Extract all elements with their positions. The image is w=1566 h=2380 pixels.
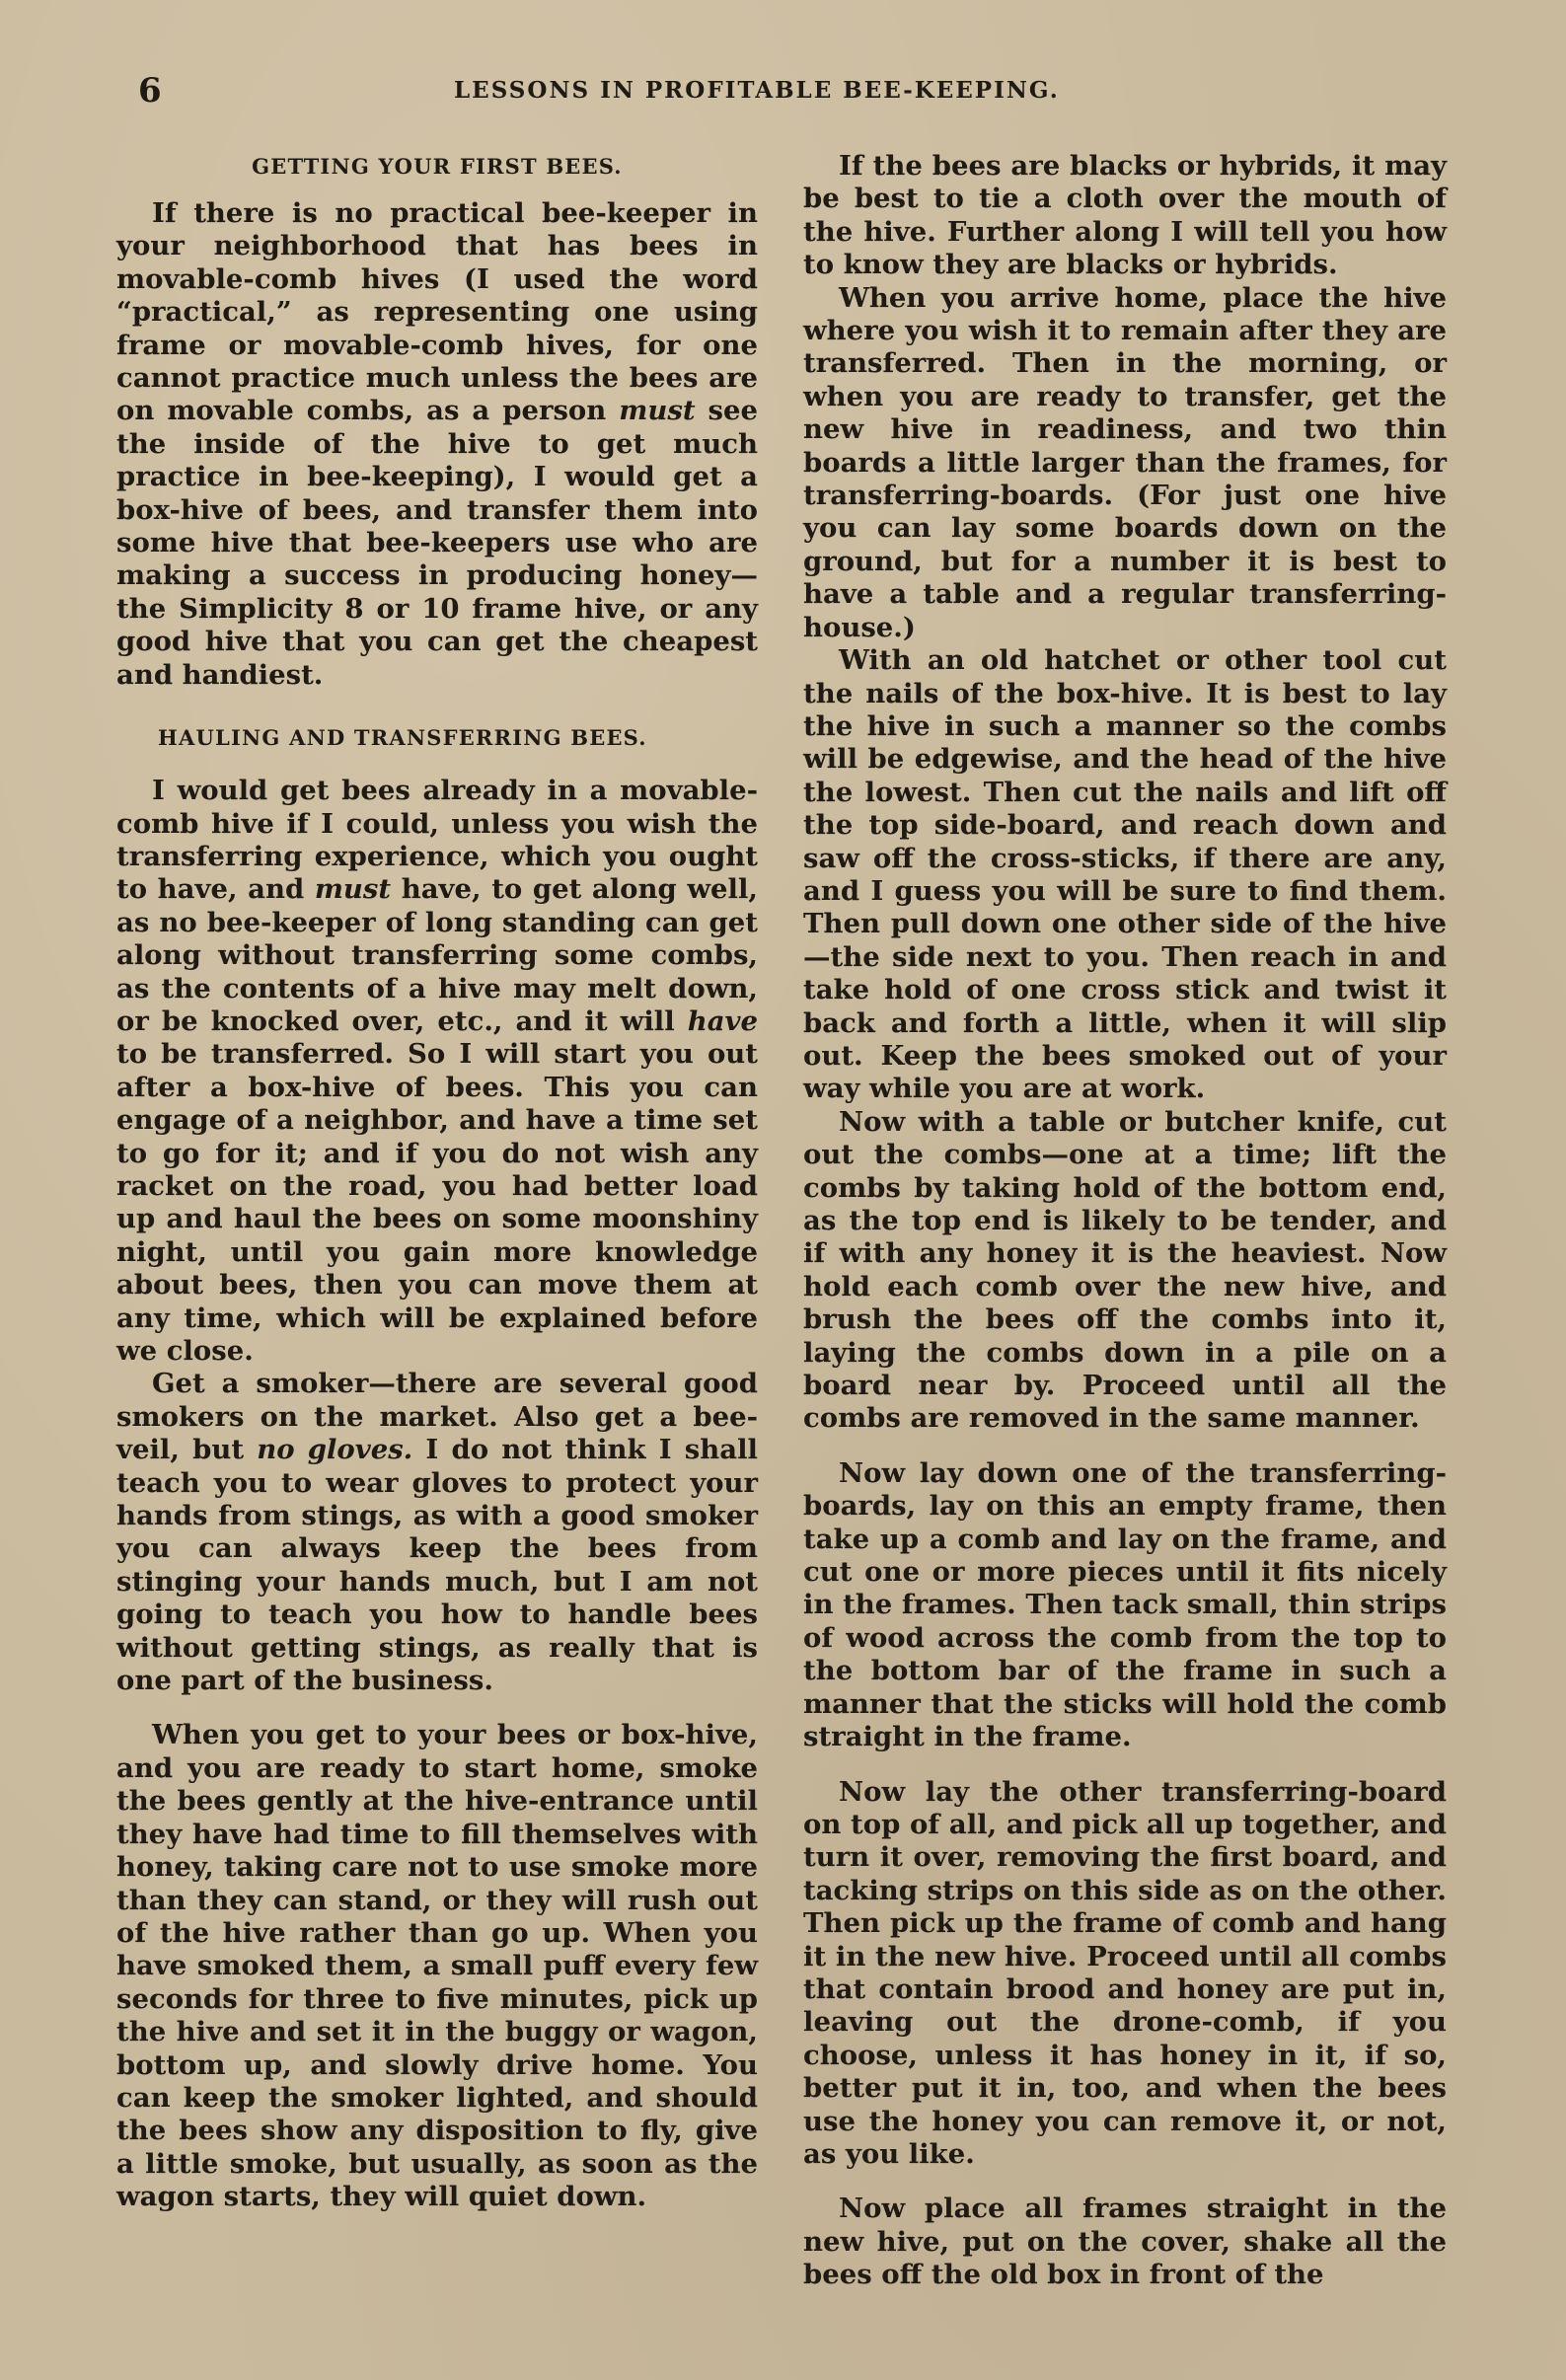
emphasis: have: [687, 1004, 758, 1037]
text-run: I would get bees already in a movable-comb hive if I could, unless you wish the transferring experience, which you ought to have, and: [116, 775, 758, 906]
left-column: [116, 150, 758, 2214]
section-heading-getting-first-bees: GETTING YOUR FIRST BEES.: [252, 154, 623, 179]
paragraph: Now place all frames straight in the new hive, put on the cover, shake all the bees off the old box in front of the: [803, 2193, 1447, 2291]
paragraph: When you get to your bees or box-hive, and you are ready to start home, smoke the bees gently at the hive-entrance until they have had time to fill themselves with honey, taking care not to use smoke more than they can stand, or they will rush out of the hive rather than go up. When you have smoked them, a small puff every few seconds for three to five minutes, pick up the hive and set it in the buggy or wagon, bottom up, and slowly drive home. You can keep the smoker lighted, and should the bees show any disposition to fly, give a little smoke, but usually, as soon as the wagon starts, they will quiet down.: [116, 1719, 758, 2213]
paragraph: [116, 197, 758, 692]
text-run: to be transferred. So I will start you out after a box-hive of bees. This you can engage of a neighbor, and have a time set to go for it; and if you do not wish any racket on the road, you had better load up and haul the bees on some moonshiny night, until you gain more knowledge about bees, then you can move them at any time, which will be explained before we close.: [116, 1038, 758, 1367]
section-heading-hauling-transferring: HAULING AND TRANSFERRING BEES.: [158, 725, 647, 751]
page-number: 6: [138, 71, 162, 111]
paragraph: Now with a table or butcher knife, cut out the combs—one at a time; lift the combs by taking hold of the bottom end, as the top end is likely to be tender, and if with any honey it is the heaviest. Now hold each comb over the new hive, and brush the bees off the combs into it, laying the combs down in a pile on a board near by. Proceed until all the combs are removed in the same manner.: [803, 1105, 1447, 1435]
text-run: If there is no practical bee-keeper in your neighborhood that has bees in movable-comb hives (I used the word “practical,” as representing one using frame or movable-comb hives, for one cannot practice much unless the bees are on movable combs, as a person: [116, 197, 758, 427]
paragraph: [116, 775, 758, 1368]
paragraph: Now lay the other transferring-board on top of all, and pick all up together, and turn it over, removing the first board, and tacking strips on this side as on the other. Then pick up the frame of comb and hang it in the new hive. Proceed until all combs that contain brood and honey are put in, leaving out the drone-comb, if you choose, unless it has honey in it, if so, better put it in, too, and when the bees use the honey you can remove it, or not, as you like.: [803, 1775, 1447, 2170]
emphasis: must: [619, 395, 696, 427]
right-column: [803, 150, 1447, 2292]
text-run: see the inside of the hive to get much practice in bee-keeping), I would get a box-hive of bees, and transfer them into some hive that bee-keepers use who are making a success in producing honey—the Simplicity 8 or 10 frame hive, or any good hive that you can get the cheapest and handiest.: [116, 395, 758, 691]
text-run: Get a smoker—there are several good smokers on the market. Also get a bee-veil, but: [116, 1368, 758, 1466]
text-run: I do not think I shall teach you to wear gloves to protect your hands from stings, as with a good smoker you can always keep the bees from stinging your hands much, but I am not going to teach you how to handle bees without getting stings, as really that is one part of the business.: [116, 1434, 758, 1697]
text-run: have, to get along well, as no bee-keeper of long standing can get along without transferring some combs, as the contents of a hive may melt down, or be knocked over, etc., and it will: [116, 873, 758, 1037]
paragraph: With an old hatchet or other tool cut the nails of the box-hive. It is best to lay the hive in such a manner so the combs will be edgewise, and the head of the hive the lowest. Then cut the nails and lift off the top side-board, and reach down and saw off the cross-sticks, if there are any, and I guess you will be sure to find them. Then pull down one other side of the hive—the side next to you. Then reach in and take hold of one cross stick and twist it back and forth a little, when it will slip out. Keep the bees smoked out of your way while you are at work.: [803, 644, 1447, 1105]
running-head: LESSONS IN PROFITABLE BEE-KEEPING.: [454, 77, 1060, 104]
paragraph: When you arrive home, place the hive where you wish it to remain after they are transferred. Then in the morning, or when you are ready to transfer, get the new hive in readiness, and two thin boards a little larger than the frames, for transferring-boards. (For just one hive you can lay some boards down on the ground, but for a number it is best to have a table and a regular transferring-house.): [803, 281, 1447, 643]
paragraph: If the bees are blacks or hybrids, it may be best to tie a cloth over the mouth of the hive. Further along I will tell you how to know they are blacks or hybrids.: [803, 150, 1447, 281]
page-header: [138, 71, 1457, 111]
paragraph: Now lay down one of the transferring-boards, lay on this an empty frame, then take up a comb and lay on the frame, and cut one or more pieces until it fits nicely in the frames. Then tack small, thin strips of wood across the comb from the top to the bottom bar of the frame in such a manner that the sticks will hold the comb straight in the frame.: [803, 1456, 1447, 1753]
paragraph: [116, 1368, 758, 1697]
emphasis: must: [314, 873, 392, 906]
emphasis: no gloves.: [257, 1434, 413, 1466]
